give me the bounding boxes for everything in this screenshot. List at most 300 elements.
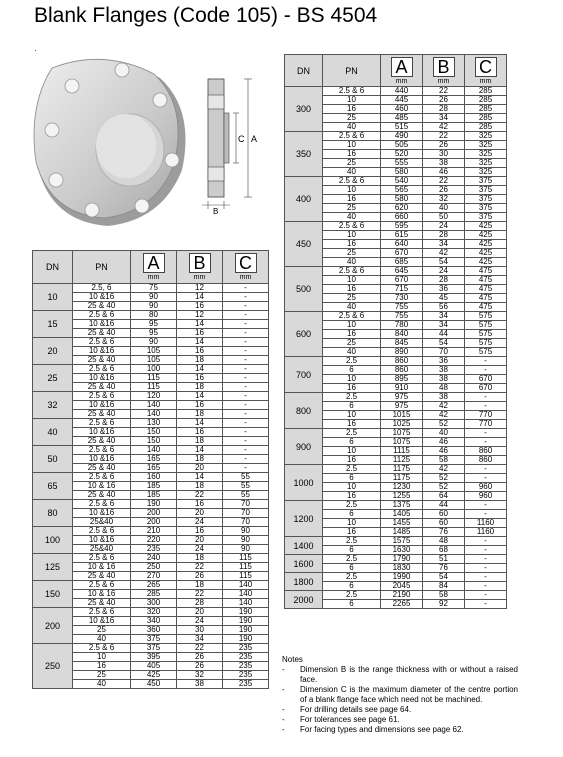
a-cell: 460 [381, 105, 423, 114]
b-cell: 16 [177, 500, 223, 509]
c-cell: 115 [223, 554, 269, 563]
pn-cell: 2.5 & 6 [73, 608, 131, 617]
pn-cell: 10 [323, 186, 381, 195]
c-cell: 325 [465, 150, 507, 159]
c-cell: - [223, 311, 269, 320]
a-cell: 190 [131, 500, 177, 509]
c-cell: - [223, 338, 269, 347]
table-row [285, 177, 507, 186]
b-cell: 28 [177, 599, 223, 608]
pn-cell: 25 & 40 [73, 329, 131, 338]
table-row [285, 87, 507, 96]
pn-cell: 40 [73, 635, 131, 644]
dn-cell: 32 [33, 392, 73, 419]
a-cell: 165 [131, 464, 177, 473]
c-cell: 190 [223, 626, 269, 635]
b-cell: 30 [177, 626, 223, 635]
c-cell: 475 [465, 267, 507, 276]
b-cell: 16 [177, 428, 223, 437]
label-c: C [238, 134, 245, 144]
pn-cell: 25 [323, 339, 381, 348]
c-cell: 190 [223, 617, 269, 626]
note-item: - Dimension B is the range thickness with or without a raised face. [282, 665, 518, 685]
a-cell: 975 [381, 393, 423, 402]
c-cell: - [223, 302, 269, 311]
pn-cell: 10 & 16 [73, 590, 131, 599]
b-cell: 64 [423, 492, 465, 501]
c-cell: - [465, 366, 507, 375]
pn-cell: 2.5 & 6 [73, 527, 131, 536]
a-cell: 1485 [381, 528, 423, 537]
pn-cell: 10 &16 [73, 293, 131, 302]
c-cell: 90 [223, 545, 269, 554]
a-cell: 505 [381, 141, 423, 150]
pn-cell: 10 &16 [73, 509, 131, 518]
a-cell: 375 [131, 644, 177, 653]
b-cell: 44 [423, 501, 465, 510]
dn-cell: 800 [285, 393, 323, 429]
b-cell: 24 [423, 222, 465, 231]
a-cell: 300 [131, 599, 177, 608]
c-cell: - [465, 564, 507, 573]
c-cell: - [465, 600, 507, 609]
pn-cell: 2.5 & 6 [73, 581, 131, 590]
a-cell: 1405 [381, 510, 423, 519]
pn-cell: 10 [323, 447, 381, 456]
a-cell: 755 [381, 303, 423, 312]
c-cell: - [223, 329, 269, 338]
table-row [33, 446, 269, 455]
b-cell: 28 [423, 105, 465, 114]
pn-cell: 2.5 & 6 [73, 446, 131, 455]
a-cell: 115 [131, 383, 177, 392]
a-cell: 1790 [381, 555, 423, 564]
b-cell: 12 [177, 284, 223, 293]
b-cell: 70 [423, 348, 465, 357]
a-cell: 910 [381, 384, 423, 393]
table-row [33, 581, 269, 590]
pn-cell: 25 [323, 294, 381, 303]
c-cell: - [223, 401, 269, 410]
dn-cell: 1800 [285, 573, 323, 591]
b-cell: 32 [177, 671, 223, 680]
b-cell: 16 [177, 374, 223, 383]
c-cell: 235 [223, 680, 269, 689]
pn-cell: 10 [73, 653, 131, 662]
b-cell: 52 [423, 420, 465, 429]
pn-cell: 2.5, 6 [73, 284, 131, 293]
pn-cell: 2.5 & 6 [323, 132, 381, 141]
b-cell: 52 [423, 474, 465, 483]
a-cell: 220 [131, 536, 177, 545]
pn-cell: 10 [323, 483, 381, 492]
a-cell: 595 [381, 222, 423, 231]
c-cell: - [223, 464, 269, 473]
pn-cell: 10 &16 [73, 374, 131, 383]
c-cell: 90 [223, 527, 269, 536]
a-cell: 105 [131, 347, 177, 356]
b-cell: 34 [423, 114, 465, 123]
c-cell: 670 [465, 375, 507, 384]
dn-cell: 25 [33, 365, 73, 392]
a-cell: 1630 [381, 546, 423, 555]
a-cell: 670 [381, 276, 423, 285]
c-cell: - [465, 357, 507, 366]
a-cell: 645 [381, 267, 423, 276]
c-cell: 70 [223, 518, 269, 527]
b-cell: 44 [423, 330, 465, 339]
a-cell: 375 [131, 635, 177, 644]
a-cell: 1375 [381, 501, 423, 510]
b-cell: 20 [177, 608, 223, 617]
b-cell: 22 [423, 132, 465, 141]
a-cell: 975 [381, 402, 423, 411]
a-cell: 185 [131, 491, 177, 500]
b-cell: 22 [177, 563, 223, 572]
a-cell: 860 [381, 366, 423, 375]
dn-cell: 40 [33, 419, 73, 446]
b-cell: 38 [423, 393, 465, 402]
pn-cell: 2.5 & 6 [73, 392, 131, 401]
dn-cell: 700 [285, 357, 323, 393]
b-cell: 26 [423, 141, 465, 150]
pn-cell: 2.5 [323, 591, 381, 600]
b-cell: 16 [177, 401, 223, 410]
c-cell: - [223, 428, 269, 437]
a-cell: 895 [381, 375, 423, 384]
b-cell: 40 [423, 429, 465, 438]
pn-cell: 10 [323, 231, 381, 240]
dn-cell: 2000 [285, 591, 323, 609]
a-cell: 485 [381, 114, 423, 123]
b-cell: 24 [177, 545, 223, 554]
a-cell: 1990 [381, 573, 423, 582]
c-cell: - [465, 573, 507, 582]
a-cell: 340 [131, 617, 177, 626]
pn-cell: 10 [323, 276, 381, 285]
b-cell: 18 [177, 356, 223, 365]
a-cell: 515 [381, 123, 423, 132]
c-cell: 55 [223, 491, 269, 500]
b-cell: 38 [423, 159, 465, 168]
table-row [285, 573, 507, 582]
c-cell: 670 [465, 384, 507, 393]
a-cell: 80 [131, 311, 177, 320]
c-cell: 860 [465, 456, 507, 465]
note-item: - For tolerances see page 61. [282, 715, 518, 725]
b-cell: 54 [423, 573, 465, 582]
table-row [33, 419, 269, 428]
b-cell: 18 [177, 554, 223, 563]
b-cell: 42 [423, 249, 465, 258]
b-cell: 40 [423, 204, 465, 213]
a-cell: 320 [131, 608, 177, 617]
c-cell: 55 [223, 482, 269, 491]
c-cell: - [223, 383, 269, 392]
b-cell: 54 [423, 258, 465, 267]
header-c: C mm [465, 55, 507, 87]
dn-cell: 80 [33, 500, 73, 527]
c-cell: - [465, 438, 507, 447]
pn-cell: 25&40 [73, 518, 131, 527]
c-cell: - [223, 446, 269, 455]
right-table-body [285, 87, 507, 609]
pn-cell: 10 [323, 96, 381, 105]
pn-cell: 40 [323, 348, 381, 357]
pn-cell: 16 [323, 330, 381, 339]
a-cell: 90 [131, 338, 177, 347]
pn-cell: 10 &16 [73, 455, 131, 464]
table-row [285, 132, 507, 141]
c-cell: 375 [465, 204, 507, 213]
a-cell: 1230 [381, 483, 423, 492]
pn-cell: 25&40 [73, 545, 131, 554]
b-cell: 42 [423, 465, 465, 474]
pn-cell: 2.5 [323, 555, 381, 564]
a-cell: 840 [381, 330, 423, 339]
b-cell: 68 [423, 546, 465, 555]
pn-cell: 2.5 [323, 465, 381, 474]
pn-cell: 16 [323, 195, 381, 204]
c-cell: 575 [465, 348, 507, 357]
table-row [33, 608, 269, 617]
c-cell: 475 [465, 303, 507, 312]
note-item: - For facing types and dimensions see page 62. [282, 725, 518, 735]
header-dn: DN [33, 251, 73, 284]
c-cell: - [223, 293, 269, 302]
a-cell: 140 [131, 410, 177, 419]
pn-cell: 2.5 & 6 [73, 554, 131, 563]
dn-cell: 125 [33, 554, 73, 581]
b-cell: 92 [423, 600, 465, 609]
a-cell: 265 [131, 581, 177, 590]
label-a: A [251, 134, 258, 144]
c-cell: - [465, 537, 507, 546]
pn-cell: 40 [73, 680, 131, 689]
c-cell: 960 [465, 492, 507, 501]
c-cell: - [223, 455, 269, 464]
pn-cell: 16 [73, 662, 131, 671]
b-cell: 22 [423, 87, 465, 96]
a-cell: 660 [381, 213, 423, 222]
b-cell: 58 [423, 456, 465, 465]
dn-cell: 900 [285, 429, 323, 465]
a-cell: 1575 [381, 537, 423, 546]
table-row [285, 357, 507, 366]
a-cell: 2045 [381, 582, 423, 591]
b-cell: 34 [423, 312, 465, 321]
b-cell: 36 [423, 285, 465, 294]
pn-cell: 2.5 [323, 537, 381, 546]
b-cell: 26 [423, 186, 465, 195]
table-row [33, 338, 269, 347]
c-cell: 115 [223, 572, 269, 581]
pn-cell: 25 & 40 [73, 383, 131, 392]
a-cell: 640 [381, 240, 423, 249]
c-cell: 770 [465, 420, 507, 429]
b-cell: 26 [177, 572, 223, 581]
a-cell: 615 [381, 231, 423, 240]
pn-cell: 40 [323, 303, 381, 312]
pn-cell: 25 [323, 159, 381, 168]
c-cell: 575 [465, 339, 507, 348]
c-cell: 70 [223, 500, 269, 509]
c-cell: - [223, 392, 269, 401]
c-cell: 375 [465, 186, 507, 195]
a-cell: 445 [381, 96, 423, 105]
b-cell: 34 [423, 240, 465, 249]
pn-cell: 6 [323, 600, 381, 609]
a-cell: 120 [131, 392, 177, 401]
c-cell: 235 [223, 671, 269, 680]
a-cell: 165 [131, 455, 177, 464]
table-row [285, 429, 507, 438]
a-cell: 150 [131, 428, 177, 437]
b-cell: 14 [177, 365, 223, 374]
pn-cell: 2.5 & 6 [73, 500, 131, 509]
a-cell: 425 [131, 671, 177, 680]
pn-cell: 2.5 & 6 [323, 312, 381, 321]
b-cell: 28 [423, 231, 465, 240]
b-cell: 38 [177, 680, 223, 689]
pn-cell: 2.5 & 6 [323, 267, 381, 276]
notes-title: Notes [282, 655, 303, 664]
table-row [33, 392, 269, 401]
table-row [33, 365, 269, 374]
b-cell: 60 [423, 510, 465, 519]
a-cell: 2190 [381, 591, 423, 600]
table-row [285, 501, 507, 510]
dn-cell: 100 [33, 527, 73, 554]
a-cell: 1075 [381, 438, 423, 447]
b-cell: 45 [423, 294, 465, 303]
pn-cell: 10 & 16 [73, 563, 131, 572]
c-cell: - [223, 374, 269, 383]
a-cell: 150 [131, 437, 177, 446]
left-table-body [33, 284, 269, 689]
c-cell: 55 [223, 473, 269, 482]
pn-cell: 25 & 40 [73, 464, 131, 473]
b-cell: 24 [177, 518, 223, 527]
a-cell: 890 [381, 348, 423, 357]
dn-cell: 350 [285, 132, 323, 177]
pn-cell: 16 [323, 456, 381, 465]
pn-cell: 6 [323, 402, 381, 411]
pn-cell: 40 [323, 168, 381, 177]
pn-cell: 2.5 & 6 [73, 419, 131, 428]
c-cell: 425 [465, 249, 507, 258]
pn-cell: 10 [323, 321, 381, 330]
pn-cell: 10 [323, 375, 381, 384]
b-cell: 16 [177, 329, 223, 338]
note-item: - Dimension C is the maximum diameter of the centre portion of a blank flange face which need not be machined. [282, 685, 518, 705]
a-cell: 95 [131, 320, 177, 329]
b-cell: 18 [177, 581, 223, 590]
table-row [285, 591, 507, 600]
a-cell: 235 [131, 545, 177, 554]
a-cell: 100 [131, 365, 177, 374]
c-cell: - [465, 591, 507, 600]
pn-cell: 10 [323, 411, 381, 420]
dn-cell: 400 [285, 177, 323, 222]
header-b: B mm [423, 55, 465, 87]
table-row [285, 312, 507, 321]
b-cell: 22 [423, 177, 465, 186]
pn-cell: 16 [323, 105, 381, 114]
a-cell: 140 [131, 446, 177, 455]
table-row [33, 284, 269, 293]
b-cell: 36 [423, 357, 465, 366]
c-cell: 960 [465, 483, 507, 492]
a-cell: 450 [131, 680, 177, 689]
a-cell: 620 [381, 204, 423, 213]
pn-cell: 2.5 [323, 573, 381, 582]
b-cell: 28 [423, 276, 465, 285]
b-cell: 14 [177, 392, 223, 401]
a-cell: 210 [131, 527, 177, 536]
c-cell: - [465, 393, 507, 402]
c-cell: 140 [223, 581, 269, 590]
a-cell: 1075 [381, 429, 423, 438]
header-a: A mm [131, 251, 177, 284]
a-cell: 395 [131, 653, 177, 662]
a-cell: 185 [131, 482, 177, 491]
pn-cell: 25 & 40 [73, 599, 131, 608]
pn-cell: 2.5 & 6 [73, 311, 131, 320]
b-cell: 18 [177, 383, 223, 392]
c-cell: - [223, 320, 269, 329]
c-cell: 575 [465, 312, 507, 321]
a-cell: 1175 [381, 474, 423, 483]
b-cell: 20 [177, 536, 223, 545]
b-cell: 22 [177, 644, 223, 653]
a-cell: 555 [381, 159, 423, 168]
pn-cell: 16 [323, 492, 381, 501]
c-cell: 1160 [465, 528, 507, 537]
a-cell: 1255 [381, 492, 423, 501]
a-cell: 685 [381, 258, 423, 267]
flange-section-drawing [198, 75, 278, 215]
table-row [33, 473, 269, 482]
pn-cell: 25 & 40 [73, 302, 131, 311]
c-cell: 285 [465, 123, 507, 132]
b-cell: 51 [423, 555, 465, 564]
b-cell: 76 [423, 564, 465, 573]
b-cell: 48 [423, 384, 465, 393]
dn-cell: 10 [33, 284, 73, 311]
pn-cell: 25 [73, 671, 131, 680]
b-cell: 46 [423, 168, 465, 177]
pn-cell: 2.5 [323, 501, 381, 510]
table-row [285, 537, 507, 546]
a-cell: 755 [381, 312, 423, 321]
a-cell: 360 [131, 626, 177, 635]
c-cell: - [465, 582, 507, 591]
b-cell: 20 [177, 464, 223, 473]
b-cell: 20 [177, 509, 223, 518]
c-cell: 325 [465, 132, 507, 141]
c-cell: 375 [465, 195, 507, 204]
c-cell: 1160 [465, 519, 507, 528]
pn-cell: 10 &16 [73, 320, 131, 329]
b-cell: 14 [177, 320, 223, 329]
c-cell: 475 [465, 294, 507, 303]
pn-cell: 2.5 & 6 [73, 338, 131, 347]
pn-cell: 25 & 40 [73, 437, 131, 446]
table-row [285, 465, 507, 474]
pn-cell: 2.5 [323, 393, 381, 402]
c-cell: 235 [223, 644, 269, 653]
